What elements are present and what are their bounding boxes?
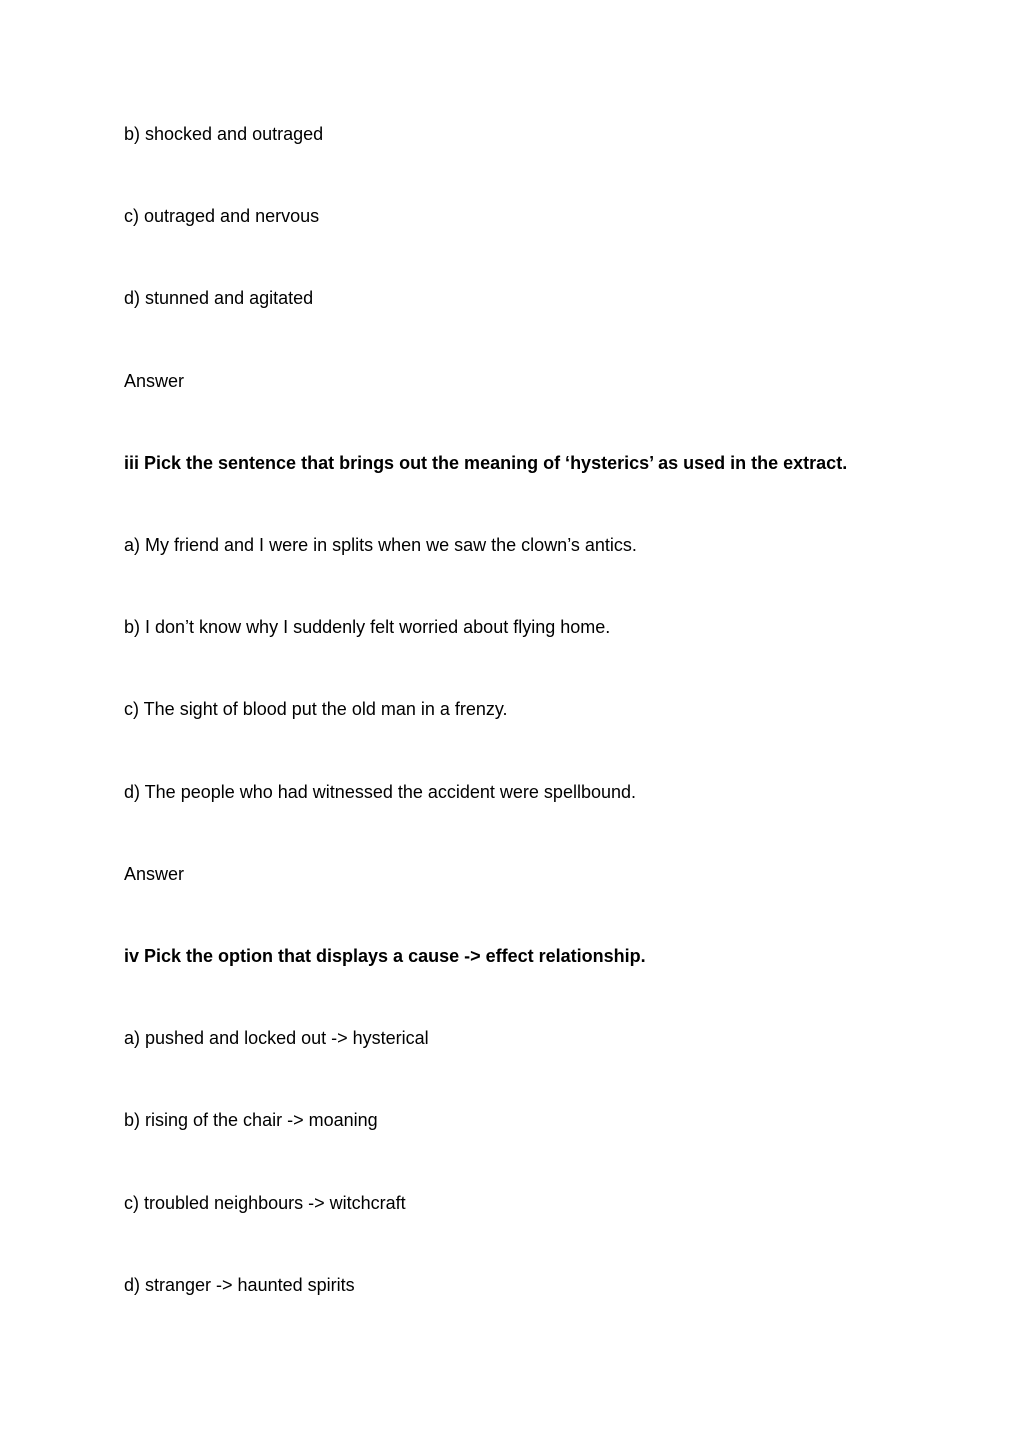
option-d-q3: d) The people who had witnessed the accident were spellbound. (124, 782, 637, 802)
option-a-q4: a) pushed and locked out -> hysterical (124, 1028, 429, 1048)
option-a-q3: a) My friend and I were in splits when we saw the clown’s antics. (124, 535, 637, 555)
option-d-q4: d) stranger -> haunted spirits (124, 1275, 355, 1295)
option-c-q2: c) outraged and nervous (124, 206, 320, 226)
option-c-q4: c) troubled neighbours -> witchcraft (124, 1193, 406, 1213)
answer-label-q2: Answer (124, 371, 185, 391)
option-b-q2: b) shocked and outraged (124, 124, 324, 144)
question-iv: iv Pick the option that displays a cause -> effect relationship. (124, 946, 646, 966)
option-b-q3: b) I don’t know why I suddenly felt worried about flying home. (124, 617, 611, 637)
question-iii: iii Pick the sentence that brings out the meaning of ‘hysterics’ as used in the extract. (124, 453, 848, 473)
option-b-q4: b) rising of the chair -> moaning (124, 1110, 378, 1130)
option-c-q3: c) The sight of blood put the old man in a frenzy. (124, 699, 508, 719)
option-d-q2: d) stunned and agitated (124, 288, 314, 308)
answer-label-q3: Answer (124, 864, 185, 884)
